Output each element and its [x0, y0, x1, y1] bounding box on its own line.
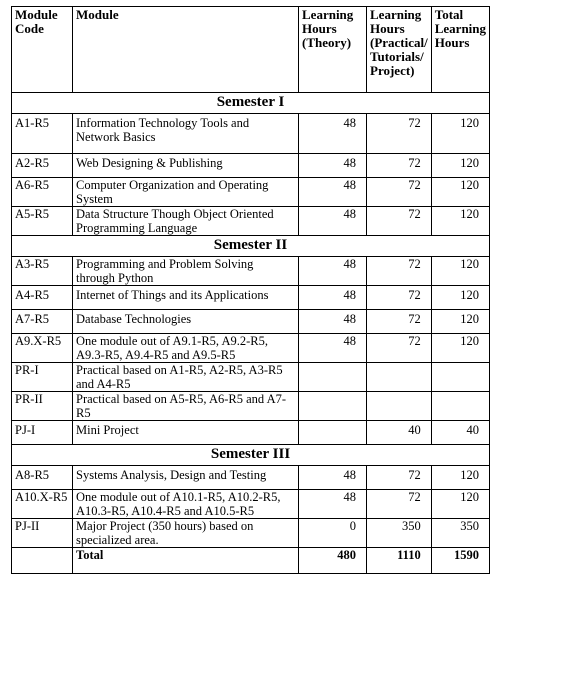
total-practical-hours: 1110 [367, 548, 432, 574]
module-name-cell: Information Technology Tools and Network Basics [73, 114, 299, 154]
total-learning-hours: 1590 [431, 548, 489, 574]
total-hours-cell: 120 [431, 114, 489, 154]
header-theory-hours: Learning Hours (Theory) [299, 7, 367, 93]
total-hours-cell: 120 [431, 154, 489, 178]
total-hours-cell: 120 [431, 257, 489, 286]
module-code-cell: PJ-I [12, 421, 73, 445]
table-row [12, 519, 490, 548]
total-hours-cell: 120 [431, 490, 489, 519]
practical-hours-cell: 72 [367, 286, 432, 310]
semester-2-body [12, 236, 490, 445]
theory-hours-cell: 48 [299, 257, 367, 286]
module-code-cell: A9.X-R5 [12, 334, 73, 363]
total-hours-cell: 350 [431, 519, 489, 548]
practical-hours-cell: 72 [367, 154, 432, 178]
module-code-cell: PR-II [12, 392, 73, 421]
practical-hours-cell: 72 [367, 466, 432, 490]
theory-hours-cell: 48 [299, 490, 367, 519]
practical-hours-cell: 72 [367, 114, 432, 154]
table-row [12, 490, 490, 519]
total-hours-cell: 120 [431, 310, 489, 334]
practical-hours-cell [367, 392, 432, 421]
module-name-cell: Database Technologies [73, 310, 299, 334]
practical-hours-cell: 72 [367, 310, 432, 334]
table-row [12, 286, 490, 310]
practical-hours-cell: 72 [367, 490, 432, 519]
table-row [12, 334, 490, 363]
module-name-cell: Systems Analysis, Design and Testing [73, 466, 299, 490]
theory-hours-cell: 48 [299, 154, 367, 178]
module-name-cell: Practical based on A1-R5, A2-R5, A3-R5 and A4-R5 [73, 363, 299, 392]
semester-heading-row [12, 93, 490, 114]
total-hours-cell: 120 [431, 466, 489, 490]
total-label: Total [73, 548, 299, 574]
table-row [12, 207, 490, 236]
table-row [12, 392, 490, 421]
practical-hours-cell: 72 [367, 178, 432, 207]
module-name-cell: Internet of Things and its Applications [73, 286, 299, 310]
module-name-cell: One module out of A9.1-R5, A9.2-R5, A9.3-R5, A9.4-R5 and A9.5-R5 [73, 334, 299, 363]
header-module-code: Module Code [12, 7, 73, 93]
table-row [12, 310, 490, 334]
module-name-cell: Major Project (350 hours) based on specialized area. [73, 519, 299, 548]
theory-hours-cell: 48 [299, 310, 367, 334]
semester-1-body [12, 93, 490, 236]
total-hours-cell: 120 [431, 334, 489, 363]
table-row [12, 257, 490, 286]
semester-title: Semester III [12, 445, 490, 466]
table-row [12, 114, 490, 154]
practical-hours-cell: 350 [367, 519, 432, 548]
module-code-cell: A4-R5 [12, 286, 73, 310]
total-theory-hours: 480 [299, 548, 367, 574]
practical-hours-cell: 40 [367, 421, 432, 445]
module-code-cell: A1-R5 [12, 114, 73, 154]
practical-hours-cell: 72 [367, 257, 432, 286]
table-row [12, 154, 490, 178]
semester-title: Semester II [12, 236, 490, 257]
curriculum-table [11, 6, 490, 574]
semester-heading-row [12, 236, 490, 257]
module-code-cell: PR-I [12, 363, 73, 392]
module-name-cell: Computer Organization and Operating System [73, 178, 299, 207]
theory-hours-cell: 48 [299, 114, 367, 154]
module-name-cell: Data Structure Though Object Oriented Programming Language [73, 207, 299, 236]
theory-hours-cell: 48 [299, 207, 367, 236]
curriculum-table-container [11, 6, 490, 574]
theory-hours-cell: 48 [299, 334, 367, 363]
module-code-cell: A5-R5 [12, 207, 73, 236]
table-row [12, 421, 490, 445]
header-total-hours: Total Learning Hours [431, 7, 489, 93]
module-name-cell: One module out of A10.1-R5, A10.2-R5, A10.3-R5, A10.4-R5 and A10.5-R5 [73, 490, 299, 519]
module-code-cell: A7-R5 [12, 310, 73, 334]
theory-hours-cell: 0 [299, 519, 367, 548]
table-row [12, 363, 490, 392]
theory-hours-cell [299, 363, 367, 392]
semester-title: Semester I [12, 93, 490, 114]
module-code-cell: PJ-II [12, 519, 73, 548]
total-hours-cell [431, 363, 489, 392]
total-hours-cell: 120 [431, 207, 489, 236]
total-hours-cell: 120 [431, 178, 489, 207]
module-name-cell: Mini Project [73, 421, 299, 445]
total-hours-cell [431, 392, 489, 421]
module-name-cell: Web Designing & Publishing [73, 154, 299, 178]
semester-heading-row [12, 445, 490, 466]
module-code-cell: A6-R5 [12, 178, 73, 207]
total-hours-cell: 120 [431, 286, 489, 310]
practical-hours-cell: 72 [367, 334, 432, 363]
module-name-cell: Programming and Problem Solving through Python [73, 257, 299, 286]
semester-3-body [12, 445, 490, 574]
total-hours-cell: 40 [431, 421, 489, 445]
theory-hours-cell: 48 [299, 286, 367, 310]
theory-hours-cell [299, 421, 367, 445]
table-row [12, 466, 490, 490]
theory-hours-cell: 48 [299, 466, 367, 490]
theory-hours-cell: 48 [299, 178, 367, 207]
module-name-cell: Practical based on A5-R5, A6-R5 and A7-R5 [73, 392, 299, 421]
module-code-cell: A10.X-R5 [12, 490, 73, 519]
module-code-cell: A3-R5 [12, 257, 73, 286]
total-code-cell [12, 548, 73, 574]
header-practical-hours: Learning Hours (Practical/ Tutorials/ Project) [367, 7, 432, 93]
module-code-cell: A8-R5 [12, 466, 73, 490]
practical-hours-cell [367, 363, 432, 392]
theory-hours-cell [299, 392, 367, 421]
practical-hours-cell: 72 [367, 207, 432, 236]
module-code-cell: A2-R5 [12, 154, 73, 178]
header-module: Module [73, 7, 299, 93]
header-row [12, 7, 490, 93]
total-row [12, 548, 490, 574]
table-row [12, 178, 490, 207]
